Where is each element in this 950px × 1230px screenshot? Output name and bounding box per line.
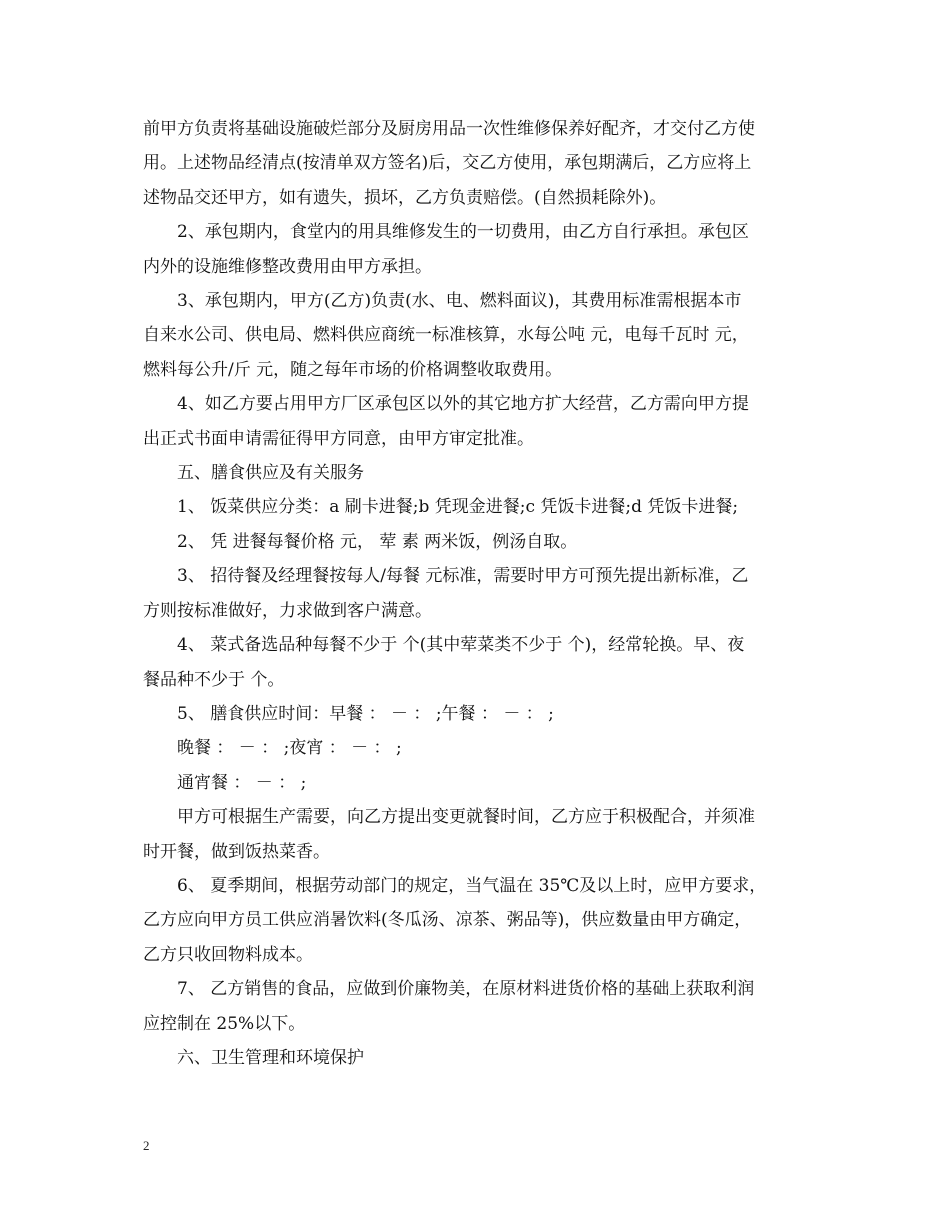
text-line: 应控制在 25%以下。 [143,1013,306,1034]
text-line: 燃料每公升/斤 元，随之每年市场的价格调整收取费用。 [143,359,563,380]
text-line: 述物品交还甲方，如有遗失，损坏，乙方负责赔偿。(自然损耗除外)。 [143,187,667,208]
text-line: 5、 膳食供应时间：早餐 ： － ： ;午餐 ： － ： ; [177,703,554,724]
text-line: 内外的设施维修整改费用由甲方承担。 [143,256,432,277]
document-body [143,112,813,1075]
text-line: 1、 饭菜供应分类：a 刷卡进餐;b 凭现金进餐;c 凭饭卡进餐;d 凭饭卡进餐; [177,497,739,518]
text-line: 用。上述物品经清点(按清单双方签名)后，交乙方使用，承包期满后，乙方应将上 [143,153,752,174]
text-line: 方则按标准做好，力求做到客户满意。 [143,600,432,621]
text-line: 乙方应向甲方员工供应消暑饮料(冬瓜汤、凉茶、粥品等)，供应数量由甲方确定， [143,910,752,931]
text-line: 自来水公司、供电局、燃料供应商统一标准核算，水每公吨 元，电每千瓦时 元， [143,325,749,346]
text-line: 甲方可根据生产需要，向乙方提出变更就餐时间，乙方应于积极配合，并须准 [177,807,755,828]
text-line: 晚餐 ： － ： ;夜宵 ： － ： ; [177,738,402,759]
text-line: 前甲方负责将基础设施破烂部分及厨房用品一次性维修保养好配齐，才交付乙方使 [143,119,755,139]
text-line: 出正式书面申请需征得甲方同意，由甲方审定批准。 [143,428,534,449]
text-line: 3、 招待餐及经理餐按每人/每餐 元标准，需要时甲方可预先提出新标准，乙 [177,566,749,587]
text-line: 4、如乙方要占用甲方厂区承包区以外的其它地方扩大经营，乙方需向甲方提 [177,394,749,415]
text-line: 3、承包期内，甲方(乙方)负责(水、电、燃料面议)，其费用标准需根据本市 [177,291,742,312]
text-line: 乙方只收回物料成本。 [143,944,313,965]
text-line: 通宵餐 ： － ： ; [177,772,307,793]
page-number: 2 [143,1138,150,1153]
text-line: 6、 夏季期间，根据劳动部门的规定，当气温在 35℃及以上时，应甲方要求， [177,875,767,896]
text-line: 六、卫生管理和环境保护 [177,1047,364,1068]
text-line: 餐品种不少于 个。 [143,669,285,690]
text-line: 7、 乙方销售的食品，应做到价廉物美，在原材料进货价格的基础上获取利润 [177,979,755,1000]
text-line: 时开餐，做到饭热菜香。 [143,841,330,862]
text-line: 2、承包期内，食堂内的用具维修发生的一切费用，由乙方自行承担。承包区 [177,222,749,243]
text-line: 4、 菜式备选品种每餐不少于 个(其中荤菜类不少于 个)，经常轮换。早、夜 [177,635,745,656]
text-line: 2、 凭 进餐每餐价格 元， 荤 素 两米饭，例汤自取。 [177,531,578,552]
text-line: 五、膳食供应及有关服务 [177,463,364,484]
